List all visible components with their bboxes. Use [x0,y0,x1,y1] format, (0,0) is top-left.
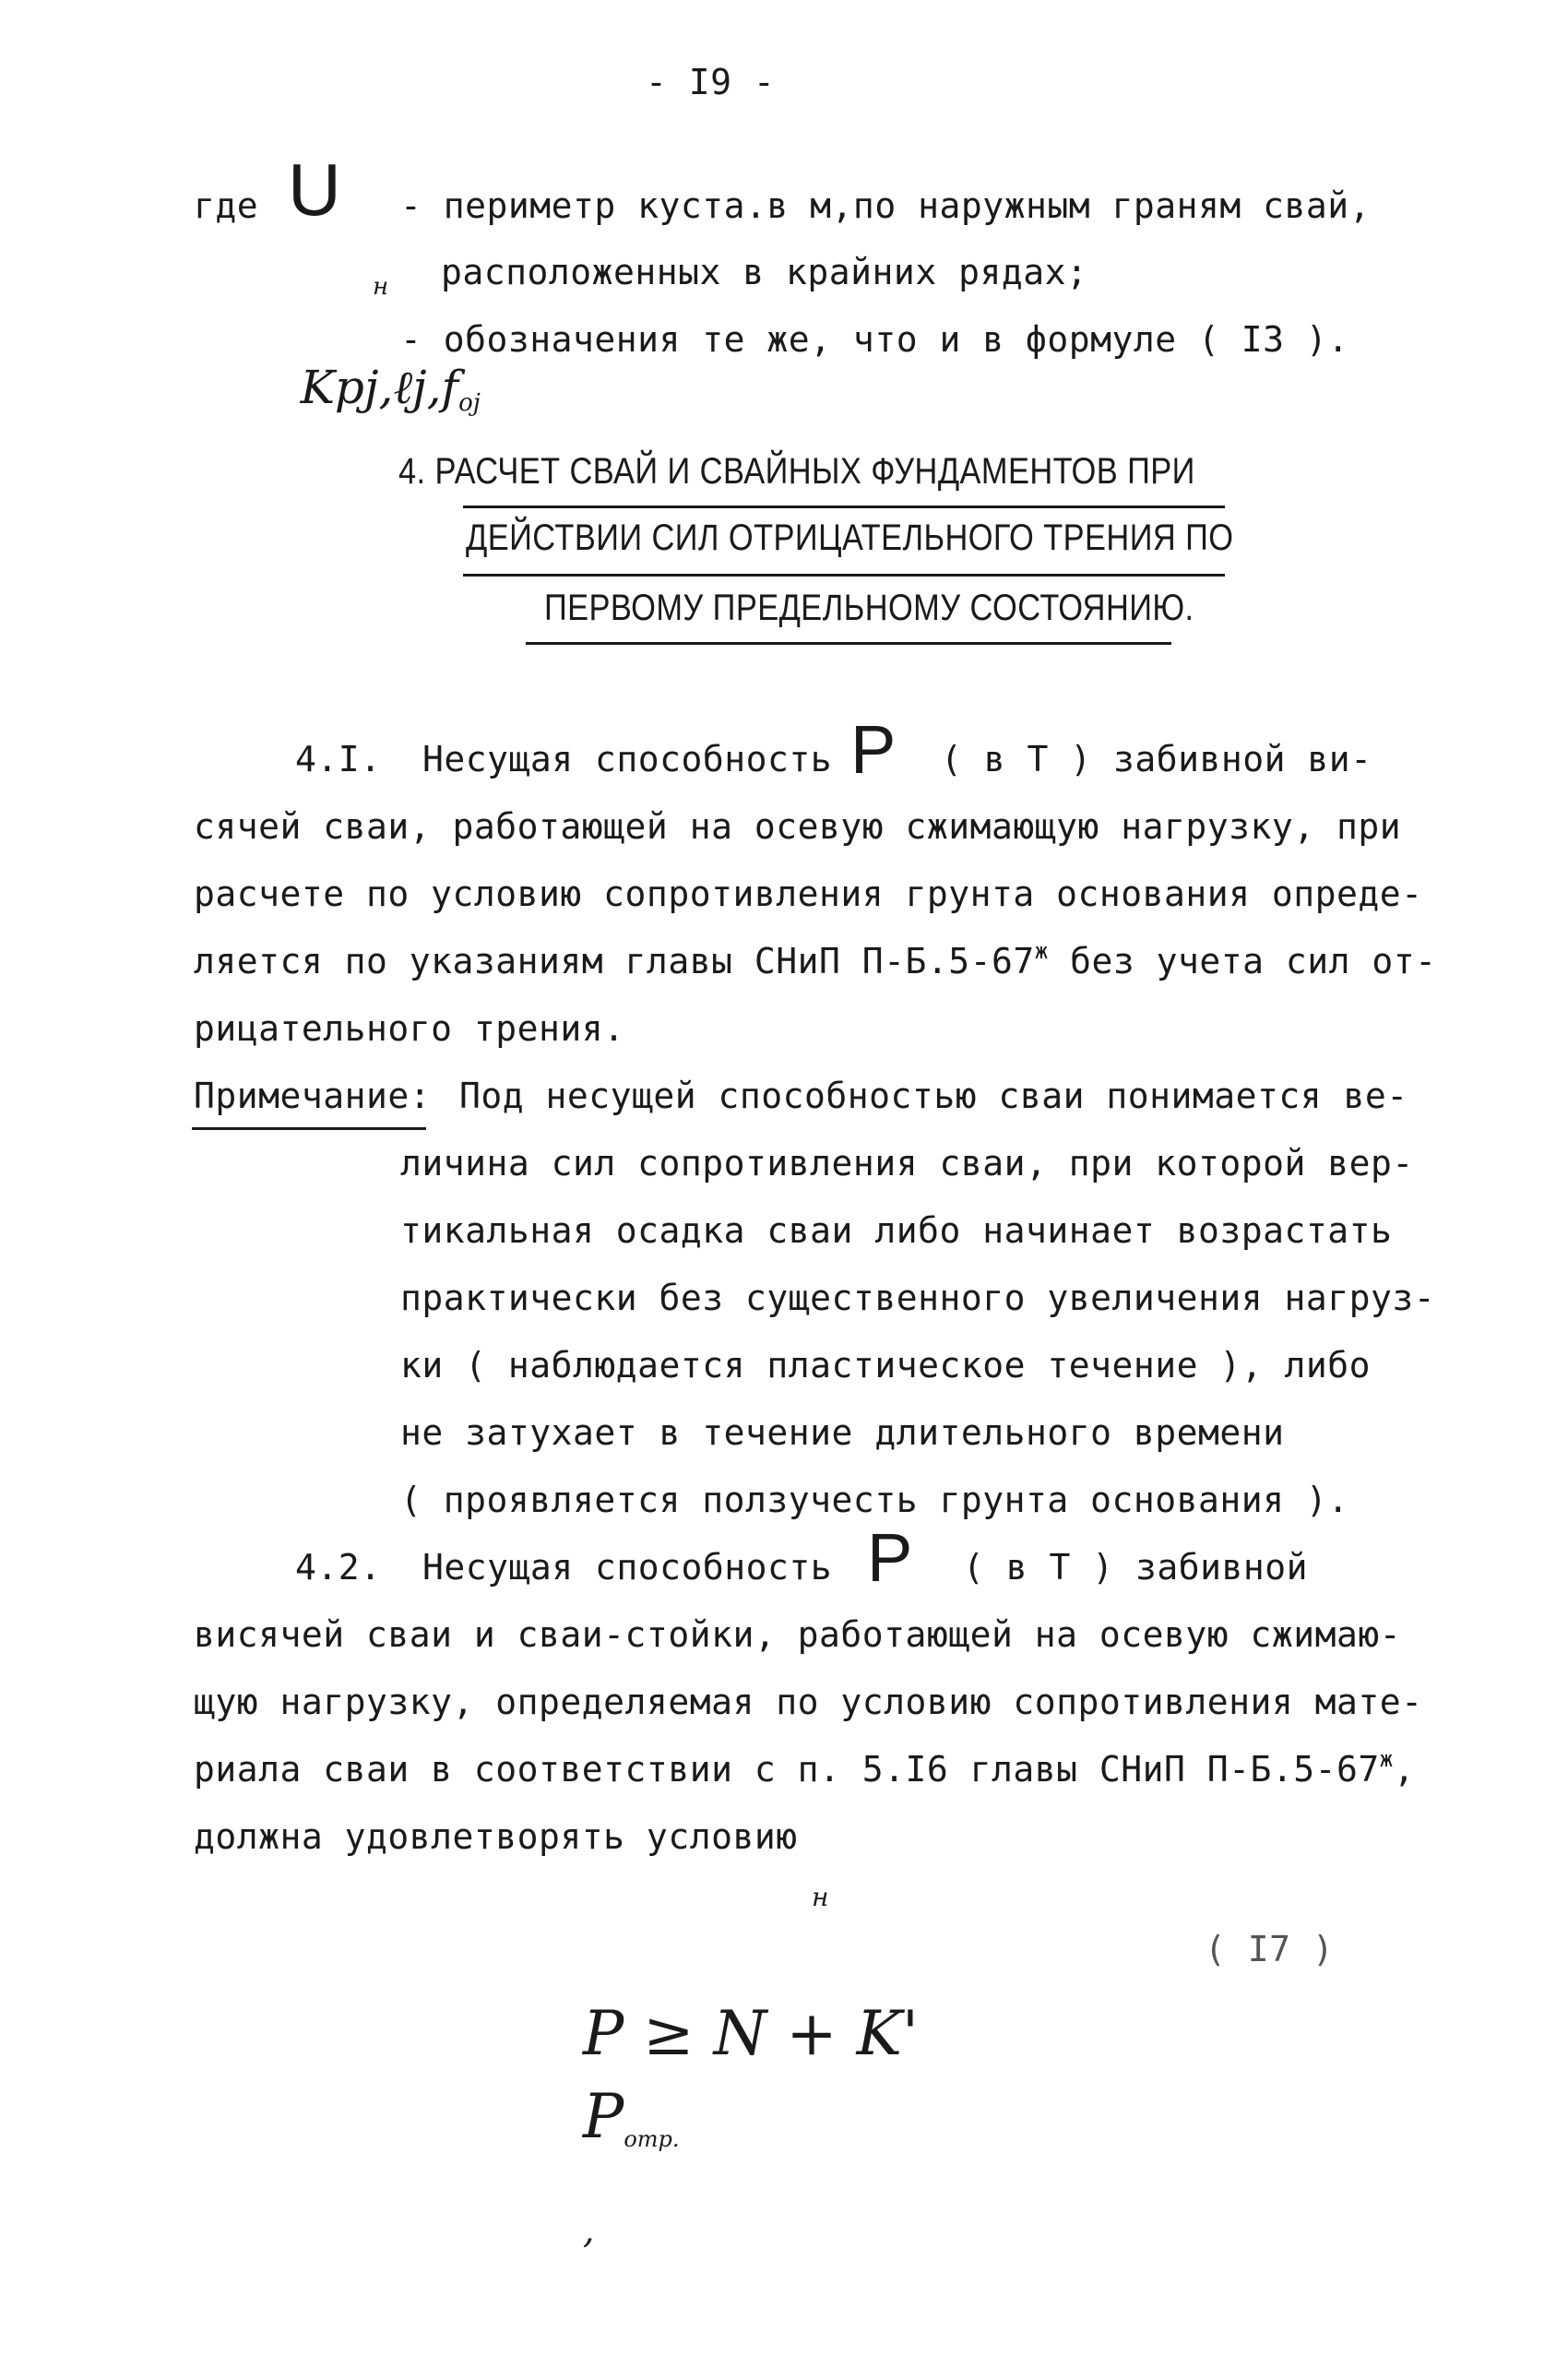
note-line-3: тикальная осадка сваи либо начинает возрастать [400,1210,1393,1251]
note-line-6: не затухает в течение длительного времени [400,1412,1285,1453]
definition-line-1: - периметр куста.в м,по наружным граням свай, [400,185,1372,226]
formula-sup: н [812,1882,829,1912]
formula-p: P [582,2081,624,2152]
section-heading-line-2: ДЕЙСТВИИ СИЛ ОТРИЦАТЕЛЬНОГО ТРЕНИЯ ПО [466,517,1234,558]
p42-tail: ( в Т ) забивной [963,1547,1309,1588]
note-label: Примечание: [194,1076,432,1116]
formula-comma: , [582,2209,595,2252]
symbol-k-sub: oj [458,389,481,417]
heading-underline-2 [463,574,1225,577]
definition-line-2: расположенных в крайних рядах; [441,252,1088,292]
definition-gde: где [194,185,259,226]
p42-symbol: P [867,1519,913,1596]
p41-line-4 [194,940,1437,982]
p42-line-2: висячей сваи и сваи-стойки, работающей на осевую сжимаю- [194,1614,1402,1655]
heading-underline-1 [463,505,1225,508]
p41-symbol: P [850,711,897,788]
p41-number: 4.I. [295,739,382,779]
p41-line-5: рицательного трения. [194,1008,625,1049]
formula-lhs: P ≥ N + K' [582,1998,920,2069]
p41-line-4a: ляется по указаниям главы СНиП П-Б.5-67 [194,941,1035,981]
p42-line-5: должна удовлетворять условию [194,1816,798,1857]
section-heading-line-1: 4. РАСЧЕТ СВАЙ И СВАЙНЫХ ФУНДАМЕНТОВ ПРИ [398,451,1195,492]
p42-line-4a: риала сваи в соответствии с п. 5.I6 главы СНиП П-Б.5-67 [194,1749,1380,1790]
heading-underline-3 [526,642,1171,645]
note-line-5: ки ( наблюдается пластическое течение ), либо [400,1345,1372,1386]
definition-line-3: - обозначения те же, что и в формуле ( I3 ). [400,319,1349,360]
section-heading-line-3: ПЕРВОМУ ПРЕДЕЛЬНОМУ СОСТОЯНИЮ. [544,588,1194,628]
p42-lead: Несущая способность [422,1547,833,1588]
formula-number: ( I7 ) [1205,1929,1335,1969]
p42-line-4b: , [1393,1749,1416,1790]
page-number: - I9 - [646,62,776,102]
p41-line-2: сячей сваи, работающей на осевую сжимающую нагрузку, при [194,806,1402,847]
symbol-k: Kрj,ℓj,f [300,361,459,414]
p41-lead: Несущая способность [422,739,833,779]
note-line-4: практически без существенного увеличения нагруз- [400,1278,1436,1318]
p42-line-4 [194,1748,1415,1790]
p42-line-4-sup: ж [1379,1746,1394,1772]
p42-number: 4.2. [295,1547,382,1588]
symbol-u: U [288,149,341,231]
symbol-k-sup: н [373,273,389,301]
note-label-underline [192,1127,426,1130]
note-line-1: Под несущей способностью сваи понимается ве- [459,1076,1408,1116]
note-line-2: личина сил сопротивления сваи, при которой вер- [400,1143,1414,1183]
p42-line-3: щую нагрузку, определяемая по условию сопротивления мате- [194,1682,1423,1722]
p41-tail: ( в Т ) забивной ви- [941,739,1372,779]
p41-line-4-sup: ж [1034,938,1049,964]
formula-sub: отр. [624,2126,680,2152]
p41-line-3: расчете по условию сопротивления грунта основания опреде- [194,874,1423,914]
p41-line-4b: без учета сил от- [1048,941,1437,981]
note-line-7: ( проявляется ползучесть грунта основания ). [400,1480,1349,1520]
